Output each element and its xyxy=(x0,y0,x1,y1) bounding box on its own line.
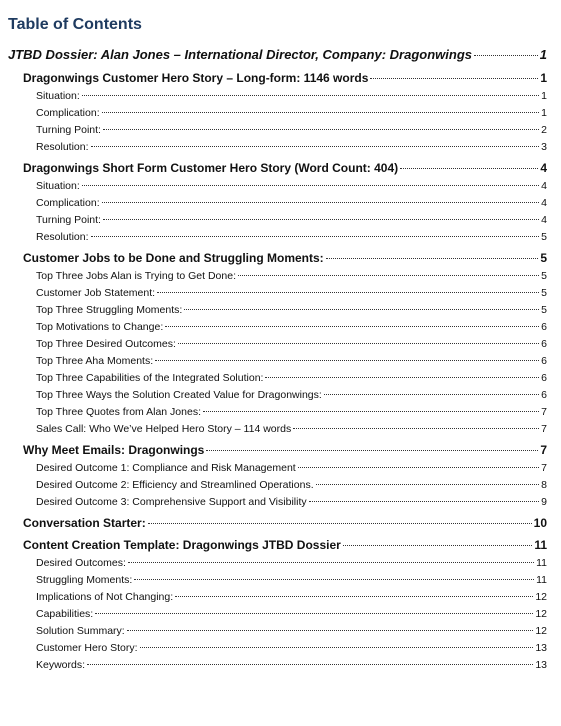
toc-entry-level-2[interactable] xyxy=(8,441,547,460)
dot-leader xyxy=(148,522,532,524)
toc-entry-label: Top Three Desired Outcomes: xyxy=(36,338,176,350)
toc-entry-level-3[interactable] xyxy=(8,460,547,477)
dot-leader xyxy=(265,376,539,378)
dot-leader xyxy=(128,561,534,563)
toc-entry-label: Top Three Quotes from Alan Jones: xyxy=(36,406,201,418)
dot-leader xyxy=(140,646,534,648)
dot-leader xyxy=(309,500,540,502)
toc-entry-label: Resolution: xyxy=(36,141,89,153)
toc-entry-page-number: 13 xyxy=(535,642,547,654)
dot-leader xyxy=(343,544,533,546)
toc-entry-page-number: 7 xyxy=(541,423,547,435)
dot-leader xyxy=(316,483,540,485)
toc-entry-page-number: 11 xyxy=(536,574,547,586)
toc-entry-level-3[interactable] xyxy=(8,178,547,195)
toc-entry-label: Situation: xyxy=(36,180,80,192)
dot-leader xyxy=(127,629,534,631)
toc-entry-label: Customer Job Statement: xyxy=(36,287,156,299)
dot-leader xyxy=(157,291,539,293)
toc-entry-level-3[interactable] xyxy=(8,353,547,370)
toc-entry-page-number: 12 xyxy=(535,591,547,603)
dot-leader xyxy=(91,145,540,147)
dot-leader xyxy=(400,167,538,169)
dot-leader xyxy=(178,342,539,344)
dot-leader xyxy=(474,54,538,56)
toc-entry-page-number: 4 xyxy=(541,197,547,209)
dot-leader xyxy=(298,466,539,468)
toc-entry-page-number: 1 xyxy=(539,47,547,62)
dot-leader xyxy=(82,184,539,186)
dot-leader xyxy=(103,218,539,220)
toc-entry-level-3[interactable] xyxy=(8,404,547,421)
toc-entry-level-3[interactable] xyxy=(8,494,547,511)
dot-leader xyxy=(165,325,539,327)
toc-entry-label: Desired Outcome 2: Efficiency and Streamlined Operations. xyxy=(36,479,314,491)
toc-entry-level-3[interactable] xyxy=(8,139,547,156)
toc-entry-page-number: 6 xyxy=(541,321,547,333)
dot-leader xyxy=(324,393,539,395)
toc-entry-level-3[interactable] xyxy=(8,319,547,336)
toc-entry-label: JTBD Dossier: Alan Jones – International Director, Company: Dragonwings xyxy=(8,47,472,62)
toc-entry-level-3[interactable] xyxy=(8,268,547,285)
toc-entry-level-3[interactable] xyxy=(8,640,547,657)
toc-entry-level-2[interactable] xyxy=(8,69,547,88)
toc-entry-level-3[interactable] xyxy=(8,555,547,572)
toc-entry-page-number: 6 xyxy=(541,389,547,401)
toc-entry-level-3[interactable] xyxy=(8,572,547,589)
toc-entry-page-number: 9 xyxy=(541,496,547,508)
toc-entry-label: Desired Outcomes: xyxy=(36,557,126,569)
toc-entry-level-3[interactable] xyxy=(8,421,547,438)
toc-entry-label: Sales Call: Who We’ve Helped Hero Story – 114 words xyxy=(36,423,292,435)
toc-entry-level-3[interactable] xyxy=(8,336,547,353)
toc-entry-level-2[interactable] xyxy=(8,249,547,268)
toc-entry-level-3[interactable] xyxy=(8,302,547,319)
toc-entry-label: Complication: xyxy=(36,197,100,209)
toc-entry-label: Content Creation Template: Dragonwings JTBD Dossier xyxy=(23,538,341,552)
toc-entry-label: Complication: xyxy=(36,107,100,119)
toc-entry-page-number: 12 xyxy=(535,625,547,637)
toc-entry-label: Desired Outcome 3: Comprehensive Support and Visibility xyxy=(36,496,307,508)
toc-entry-level-3[interactable] xyxy=(8,589,547,606)
toc-entry-level-3[interactable] xyxy=(8,105,547,122)
toc-entry-label: Solution Summary: xyxy=(36,625,125,637)
toc-entry-label: Customer Hero Story: xyxy=(36,642,138,654)
toc-entry-label: Top Three Struggling Moments: xyxy=(36,304,183,316)
dot-leader xyxy=(82,94,539,96)
toc-entry-label: Top Three Aha Moments: xyxy=(36,355,154,367)
dot-leader xyxy=(175,595,533,597)
dot-leader xyxy=(134,578,534,580)
toc-entry-label: Dragonwings Short Form Customer Hero Story (Word Count: 404) xyxy=(23,161,399,175)
dot-leader xyxy=(293,427,539,429)
dot-leader xyxy=(95,612,533,614)
toc-entry-label: Keywords: xyxy=(36,659,86,671)
toc-entry-page-number: 2 xyxy=(541,124,547,136)
toc-entry-page-number: 1 xyxy=(541,107,547,119)
toc-entry-level-3[interactable] xyxy=(8,212,547,229)
toc-entry-label: Customer Jobs to be Done and Struggling Moments: xyxy=(23,251,324,265)
toc-entry-page-number: 6 xyxy=(541,355,547,367)
dot-leader xyxy=(370,77,538,79)
toc-entry-level-3[interactable] xyxy=(8,370,547,387)
toc-entry-page-number: 13 xyxy=(535,659,547,671)
toc-entry-level-3[interactable] xyxy=(8,657,547,674)
toc-entry-page-number: 5 xyxy=(541,231,547,243)
toc-entry-page-number: 1 xyxy=(541,90,547,102)
toc-entry-level-1[interactable] xyxy=(8,45,547,65)
toc-entry-page-number: 6 xyxy=(541,372,547,384)
toc-entry-label: Implications of Not Changing: xyxy=(36,591,174,603)
dot-leader xyxy=(238,274,539,276)
dot-leader xyxy=(326,257,539,259)
toc-entry-label: Turning Point: xyxy=(36,214,101,226)
toc-entry-page-number: 3 xyxy=(541,141,547,153)
toc-entry-label: Capabilities: xyxy=(36,608,94,620)
toc-entry-page-number: 5 xyxy=(541,270,547,282)
toc-entry-page-number: 4 xyxy=(540,161,547,175)
toc-entry-level-2[interactable] xyxy=(8,159,547,178)
dot-leader xyxy=(155,359,539,361)
dot-leader xyxy=(102,201,540,203)
toc-entry-level-3[interactable] xyxy=(8,229,547,246)
toc-entry-page-number: 5 xyxy=(541,287,547,299)
toc-entry-page-number: 4 xyxy=(541,180,547,192)
toc-entry-level-3[interactable] xyxy=(8,122,547,139)
toc-entry-label: Turning Point: xyxy=(36,124,101,136)
dot-leader xyxy=(203,410,539,412)
toc-entry-level-3[interactable] xyxy=(8,195,547,212)
dot-leader xyxy=(184,308,539,310)
toc-entry-label: Desired Outcome 1: Compliance and Risk Management xyxy=(36,462,296,474)
dot-leader xyxy=(102,111,540,113)
toc-entry-page-number: 1 xyxy=(540,71,547,85)
toc-entry-level-2[interactable] xyxy=(8,514,547,533)
toc-entry-level-3[interactable] xyxy=(8,88,547,105)
dot-leader xyxy=(87,663,533,665)
toc-entry-page-number: 7 xyxy=(541,462,547,474)
toc-entry-level-3[interactable] xyxy=(8,477,547,494)
toc-entry-page-number: 5 xyxy=(540,251,547,265)
toc-entry-page-number: 6 xyxy=(541,338,547,350)
toc-entry-label: Top Motivations to Change: xyxy=(36,321,164,333)
toc-title: Table of Contents xyxy=(8,16,142,33)
toc-entry-level-3[interactable] xyxy=(8,285,547,302)
toc-entry-level-2[interactable] xyxy=(8,536,547,555)
toc-entry-label: Situation: xyxy=(36,90,80,102)
toc-entry-label: Dragonwings Customer Hero Story – Long-form: 1146 words xyxy=(23,71,369,85)
toc-entry-label: Struggling Moments: xyxy=(36,574,133,586)
toc-entry-level-3[interactable] xyxy=(8,606,547,623)
toc-entry-page-number: 5 xyxy=(541,304,547,316)
toc-entry-page-number: 11 xyxy=(536,557,547,569)
toc-entry-level-3[interactable] xyxy=(8,623,547,640)
toc-entry-page-number: 10 xyxy=(533,516,547,530)
dot-leader xyxy=(206,449,538,451)
toc-entry-page-number: 11 xyxy=(534,538,547,552)
toc-entry-page-number: 4 xyxy=(541,214,547,226)
dot-leader xyxy=(91,235,540,237)
toc-entry-label: Top Three Capabilities of the Integrated Solution: xyxy=(36,372,264,384)
toc-list xyxy=(8,45,547,674)
toc-entry-label: Top Three Jobs Alan is Trying to Get Done: xyxy=(36,270,236,282)
dot-leader xyxy=(103,128,539,130)
toc-entry-page-number: 8 xyxy=(541,479,547,491)
toc-entry-page-number: 12 xyxy=(535,608,547,620)
toc-entry-label: Resolution: xyxy=(36,231,89,243)
toc-entry-level-3[interactable] xyxy=(8,387,547,404)
toc-entry-page-number: 7 xyxy=(540,443,547,457)
toc-entry-label: Why Meet Emails: Dragonwings xyxy=(23,443,205,457)
toc-entry-page-number: 7 xyxy=(541,406,547,418)
toc-entry-label: Top Three Ways the Solution Created Value for Dragonwings: xyxy=(36,389,322,401)
toc-entry-label: Conversation Starter: xyxy=(23,516,146,530)
